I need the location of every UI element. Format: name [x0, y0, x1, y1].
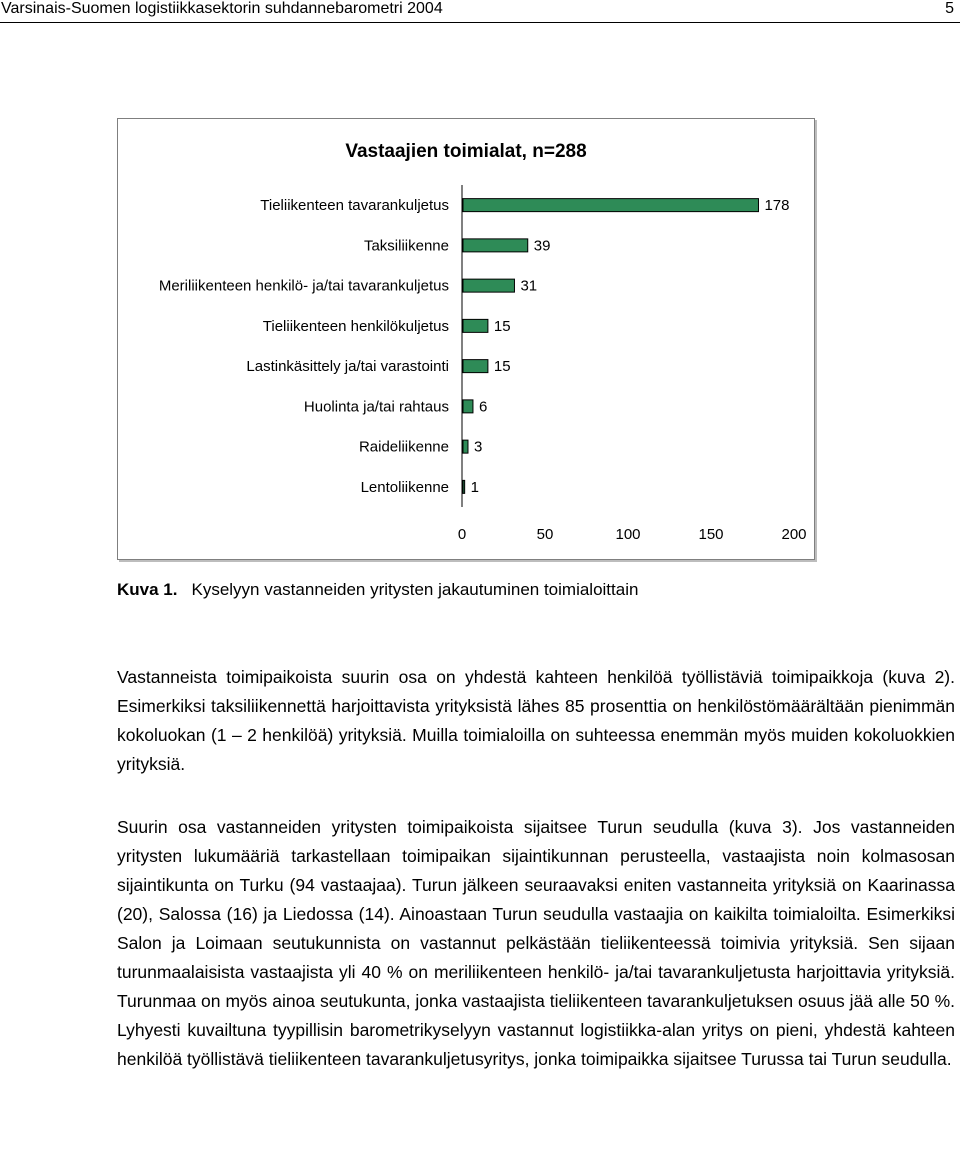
- caption-text: Kyselyyn vastanneiden yritysten jakautuminen toimialoittain: [191, 580, 639, 599]
- body-paragraph-1: Vastanneista toimipaikoista suurin osa on yhdestä kahteen henkilöä työllistäviä toimipaikkoja (kuva 2). Esimerkiksi taksiliikennettä harjoittavista yrityksistä lähes 85 prosenttia on henkilöstömäärältään pienimmän kokoluokan (1 – 2 henkilöä) yrityksiä. Muilla toimialoilla on suhteessa enemmän myös muiden kokoluokkien yrityksiä.: [117, 667, 955, 774]
- bar: [463, 239, 528, 252]
- category-label: Lentoliikenne: [360, 478, 449, 496]
- value-label: 15: [493, 358, 511, 376]
- category-label: Taksiliikenne: [363, 237, 449, 255]
- x-tick-label: 0: [457, 526, 467, 543]
- caption-number: Kuva 1.: [117, 580, 178, 599]
- value-label: 178: [764, 197, 790, 215]
- value-label: 15: [493, 317, 511, 335]
- category-label: Raideliikenne: [358, 438, 449, 456]
- page-number: 5: [945, 0, 954, 17]
- x-tick-label: 50: [536, 526, 554, 543]
- bar: [463, 440, 468, 453]
- document-title: Varsinais-Suomen logistiikkasektorin suhdannebarometri 2004: [1, 0, 443, 17]
- x-tick-label: 150: [698, 526, 724, 543]
- bar: [463, 480, 465, 493]
- value-label: 3: [473, 438, 483, 456]
- value-label: 31: [520, 277, 538, 295]
- page-header: [0, 0, 960, 26]
- bar: [463, 199, 758, 212]
- bar: [463, 360, 488, 373]
- bar-chart: [118, 119, 814, 559]
- category-label: Huolinta ja/tai rahtaus: [303, 398, 449, 416]
- body-paragraph-2: Suurin osa vastanneiden yritysten toimipaikoista sijaitsee Turun seudulla (kuva 3). Jos vastanneiden yritysten lukumääriä tarkastellaan toimipaikan sijaintikunnan perusteella, vastaajista noin kolmasosan sijaintikunta on Turku (94 vastaajaa). Turun jälkeen seuraavaksi eniten vastanneita yrityksiä on Kaarinassa (20), Salossa (16) ja Liedossa (14). Ainoastaan Turun seudulla vastaajia on kaikilta toimialoilta. Esimerkiksi Salon ja Loimaan seutukunnista on vastannut pelkästään tieliikenteessä toimivia yrityksiä. Sen sijaan turunmaalaisista vastaajista yli 40 % on meriliikenteen henkilö- ja/tai tavarankuljetusta harjoittavia yrityksiä. Turunmaa on myös ainoa seutukunta, jonka vastaajista tieliikenteen tavarankuljetuksen osuus jää alle 50 %. Lyhyesti kuvailtuna tyypillisin barometrikyselyyn vastannut logistiikka-alan yritys on pieni, yhdestä kahteen henkilöä työllistävä tieliikenteen tavarankuljetusyritys, jonka toimipaikka sijaitsee Turussa tai Turun seudulla.: [117, 817, 955, 1069]
- bar: [463, 400, 473, 413]
- category-label: Lastinkäsittely ja/tai varastointi: [246, 358, 449, 376]
- value-label: 6: [478, 398, 488, 416]
- header-rule: [0, 22, 960, 23]
- bar: [463, 279, 514, 292]
- category-label: Tieliikenteen henkilökuljetus: [262, 317, 449, 335]
- category-label: Tieliikenteen tavarankuljetus: [260, 197, 449, 215]
- x-tick-label: 200: [781, 526, 807, 543]
- chart-frame: [117, 118, 815, 560]
- chart-title: Vastaajien toimialat, n=288: [345, 141, 587, 162]
- bar: [463, 319, 488, 332]
- figure-caption: [117, 580, 638, 600]
- x-tick-label: 100: [615, 526, 641, 543]
- value-label: 39: [533, 237, 551, 255]
- value-label: 1: [470, 478, 480, 496]
- category-label: Meriliikenteen henkilö- ja/tai tavarankuljetus: [158, 277, 449, 295]
